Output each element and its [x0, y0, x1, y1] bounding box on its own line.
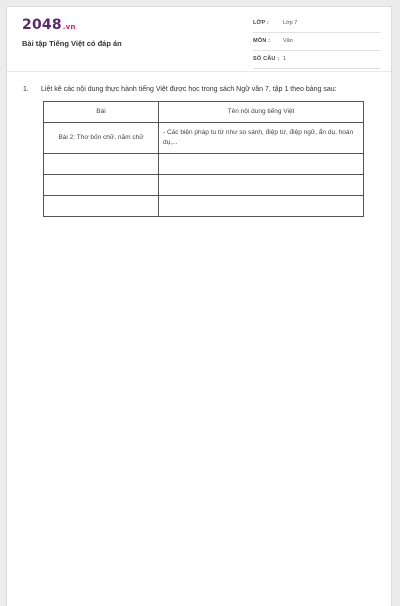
table-header-lesson: Bài: [44, 102, 159, 123]
meta-row-grade: [253, 17, 381, 33]
table-cell-lesson: [44, 196, 159, 217]
logo-text: 2048: [22, 17, 62, 33]
table-cell-content: - Các biện pháp tu từ như so sánh, điệp từ, điệp ngữ, ẩn dụ, hoán dụ,...: [159, 123, 364, 154]
question-number: 1.: [23, 86, 29, 93]
table-cell-content: [159, 154, 364, 175]
table-cell-lesson: [44, 154, 159, 175]
meta-label-question-count: SỐ CÂU :: [253, 56, 280, 62]
table-header-content: Tên nội dung tiếng Việt: [159, 102, 364, 123]
meta-label-subject: MÔN :: [253, 38, 271, 44]
meta-row-question-count: [253, 53, 381, 69]
table-cell-content: [159, 175, 364, 196]
meta-label-grade: LỚP :: [253, 20, 269, 26]
table-row: [44, 123, 364, 154]
meta-value-subject: Văn: [283, 38, 293, 44]
header-divider: [7, 71, 391, 72]
meta-value-question-count: 1: [283, 56, 287, 62]
table-cell-lesson: [44, 175, 159, 196]
site-logo[interactable]: [22, 17, 76, 35]
document-page: [6, 6, 392, 606]
page-header: [7, 7, 391, 71]
table-cell-content: [159, 196, 364, 217]
answer-table: [43, 101, 364, 217]
meta-value-grade: Lớp 7: [283, 20, 298, 26]
table-cell-lesson: Bài 2: Thơ bốn chữ, năm chữ: [44, 123, 159, 154]
logo-tld: .vn: [62, 23, 76, 31]
question-1: [23, 85, 383, 95]
table-header-row: [44, 102, 364, 123]
table-row: [44, 175, 364, 196]
meta-info: [253, 17, 381, 71]
table-row: [44, 196, 364, 217]
table-row: [44, 154, 364, 175]
document-subtitle: Bài tập Tiếng Việt có đáp án: [22, 39, 122, 48]
question-text: Liệt kê các nội dung thực hành tiếng Việt được học trong sách Ngữ văn 7, tập 1 theo bảng sau:: [41, 86, 337, 93]
meta-row-subject: [253, 35, 381, 51]
